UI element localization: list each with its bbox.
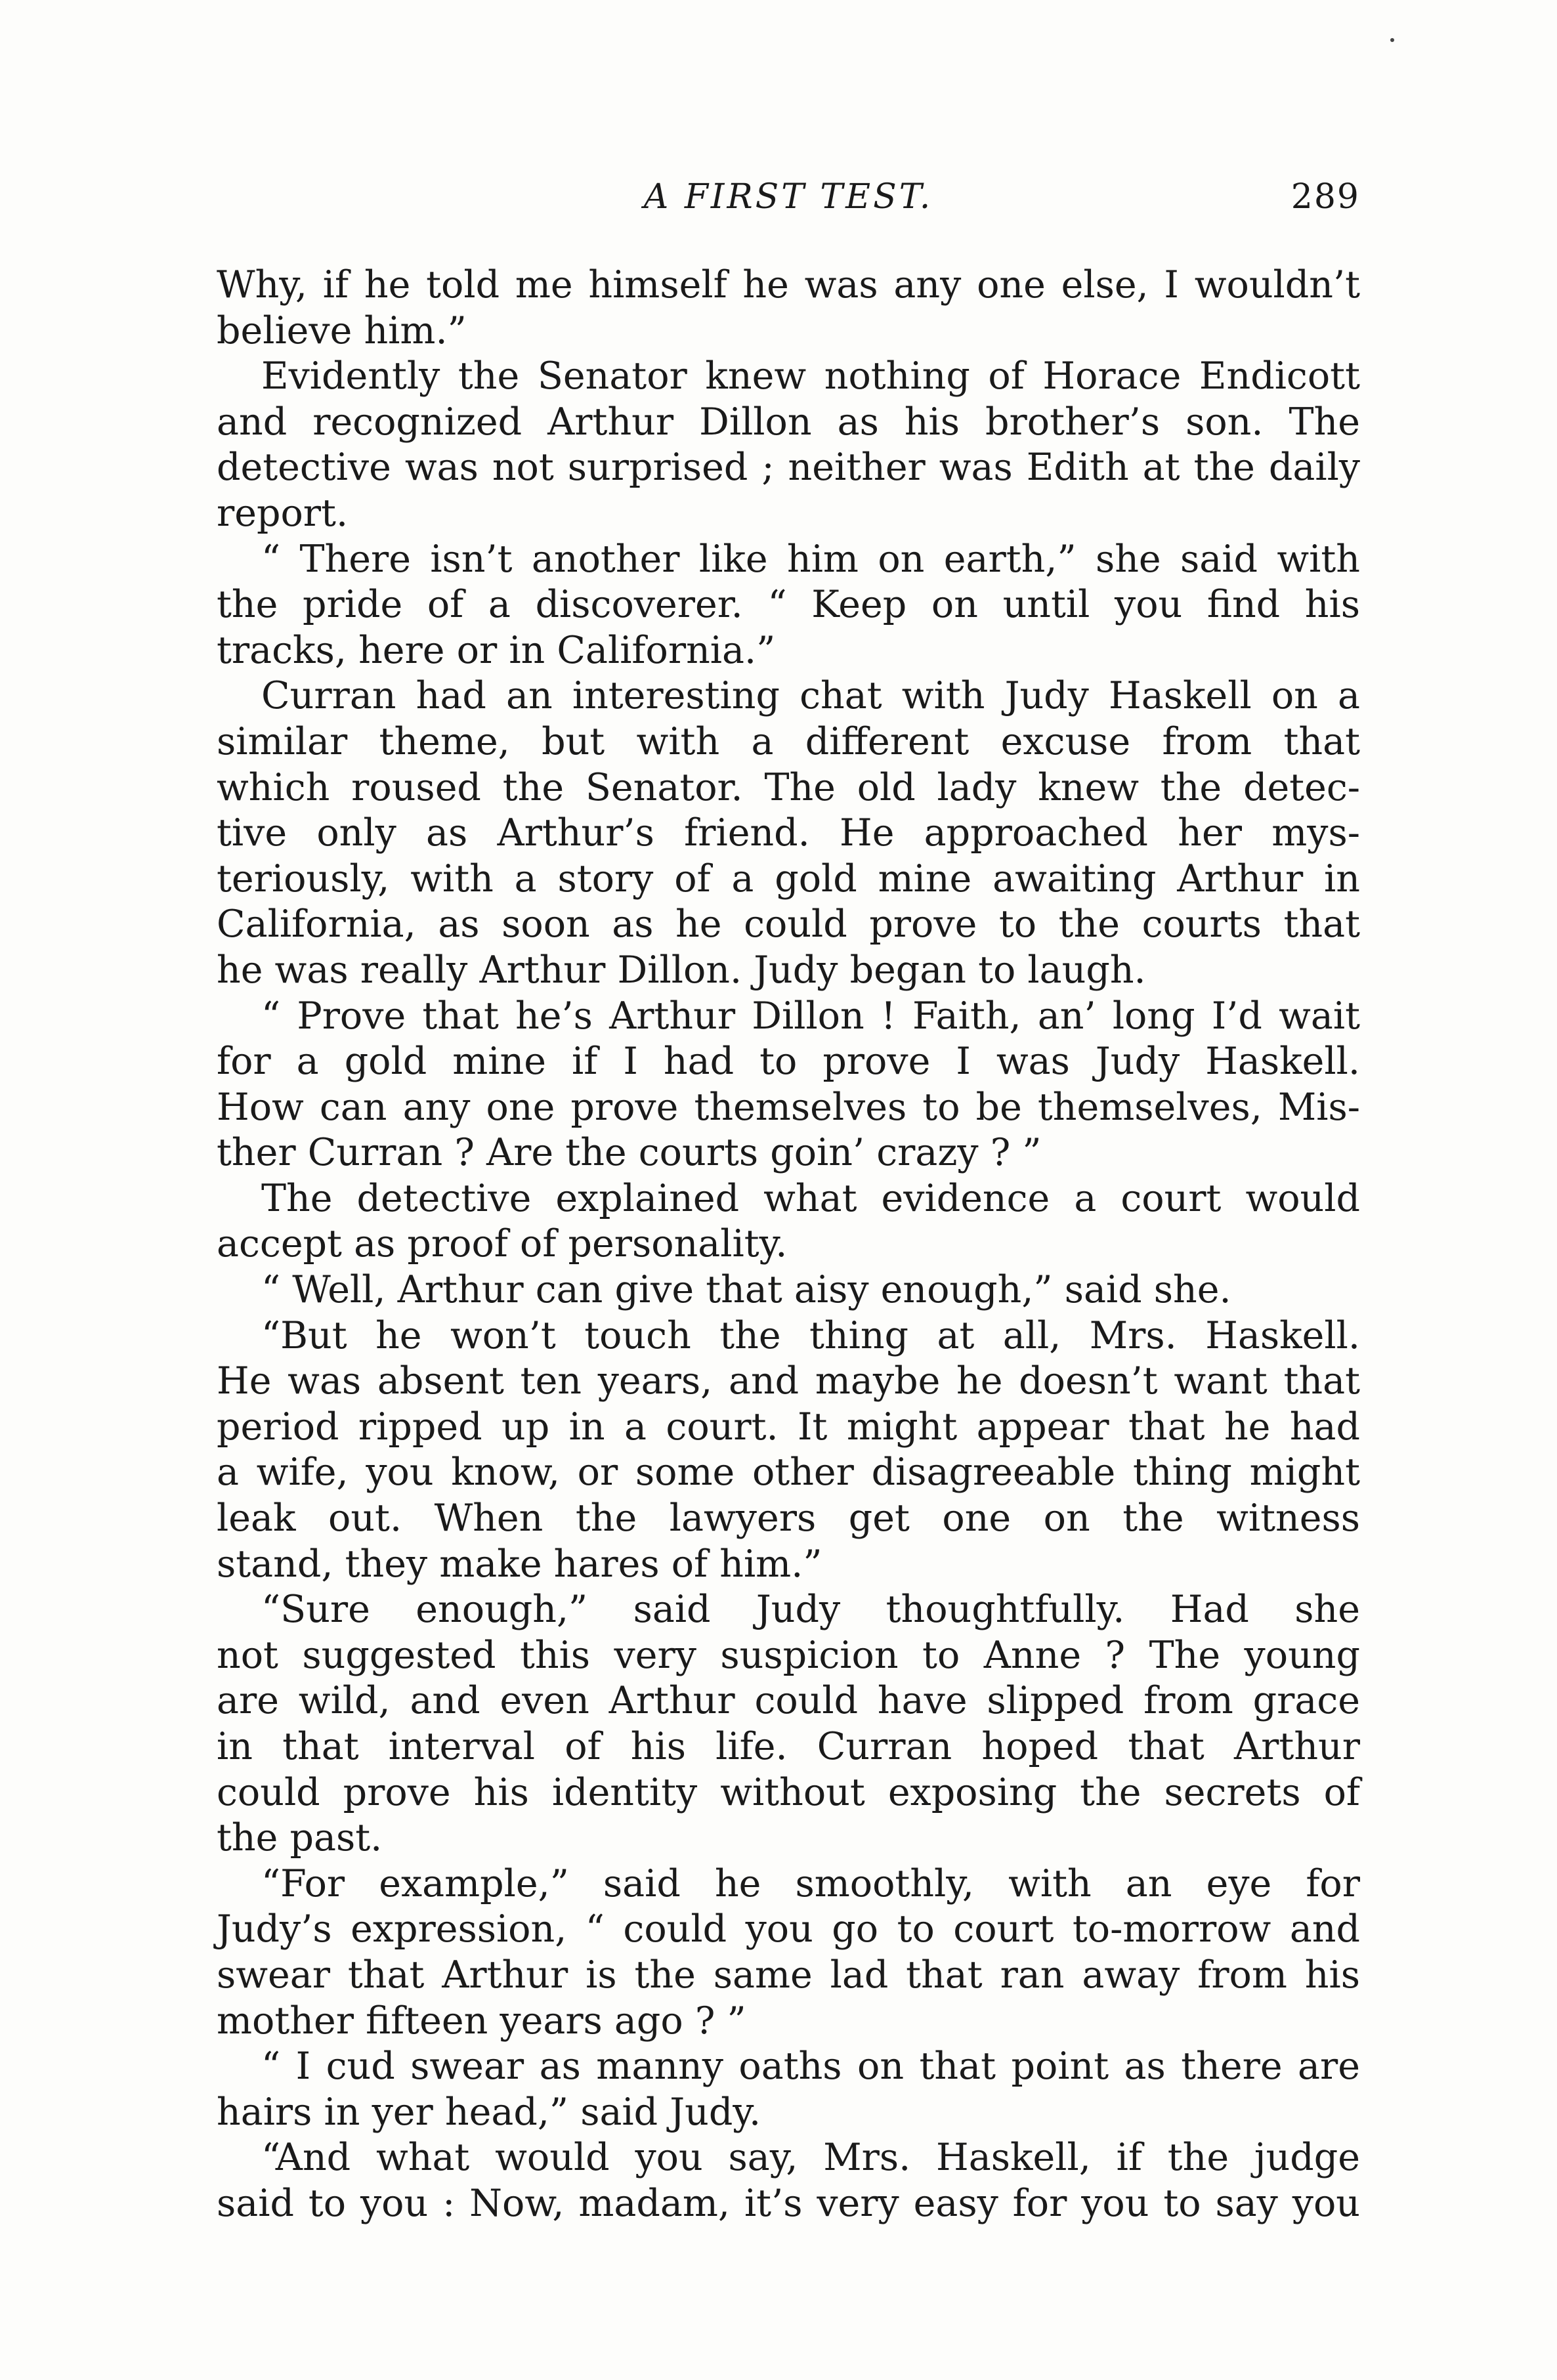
- text-line: similar theme, but with a different excuse from that: [217, 719, 1360, 763]
- text-line: tive only as Arthur’s friend. He approached her mys-: [217, 811, 1360, 855]
- text-line: report.: [217, 491, 349, 535]
- text-line: How can any one prove themselves to be themselves, Mis-: [217, 1085, 1360, 1129]
- text-line: swear that Arthur is the same lad that ran away from his: [217, 1953, 1360, 1997]
- text-line: leak out. When the lawyers get one on the witness: [217, 1497, 1360, 1541]
- text-line: hairs in yer head,” said Judy.: [217, 2090, 761, 2134]
- text-line: California, as soon as he could prove to the courts that: [217, 903, 1360, 946]
- text-line: “ Prove that he’s Arthur Dillon ! Faith, an’ long I’d wait: [261, 994, 1360, 1038]
- text-line: in that interval of his life. Curran hoped that Arthur: [217, 1725, 1360, 1768]
- page-header: [217, 177, 1360, 236]
- page-number: 289: [1290, 177, 1360, 217]
- text-line: for a gold mine if I had to prove I was Judy Haskell.: [217, 1040, 1360, 1084]
- text-line: “ I cud swear as manny oaths on that point as there are: [261, 2045, 1360, 2089]
- text-line: “And what would you say, Mrs. Haskell, if the judge: [261, 2136, 1360, 2180]
- text-line: believe him.”: [217, 308, 467, 352]
- text-line: “Sure enough,” said Judy thoughtfully. Had she: [261, 1588, 1360, 1632]
- body-text: [217, 263, 1360, 2227]
- text-line: are wild, and even Arthur could have slipped from grace: [217, 1679, 1360, 1723]
- text-line: a wife, you know, or some other disagreeable thing might: [217, 1451, 1360, 1495]
- running-title: A FIRST TEST.: [643, 177, 933, 217]
- text-line: could prove his identity without exposing the secrets of: [217, 1770, 1360, 1814]
- text-line: mother fifteen years ago ? ”: [217, 1999, 746, 2043]
- text-line: the pride of a discoverer. “ Keep on until you find his: [217, 583, 1360, 627]
- ink-speck: [1390, 38, 1394, 42]
- text-line: detective was not surprised ; neither was Edith at the daily: [217, 446, 1360, 490]
- text-line: “ Well, Arthur can give that aisy enough,” said she.: [261, 1268, 1231, 1312]
- text-line: said to you : Now, madam, it’s very easy for you to say you: [217, 2181, 1360, 2225]
- text-line: tracks, here or in California.”: [217, 628, 776, 672]
- text-line: and recognized Arthur Dillon as his brother’s son. The: [217, 400, 1360, 444]
- text-line: Curran had an interesting chat with Judy Haskell on a: [261, 674, 1360, 718]
- text-line: stand, they make hares of him.”: [217, 1542, 822, 1586]
- text-line: accept as proof of personality.: [217, 1222, 788, 1266]
- text-line: period ripped up in a court. It might appear that he had: [217, 1405, 1360, 1449]
- text-line: He was absent ten years, and maybe he doesn’t want that: [217, 1359, 1360, 1403]
- text-line: the past.: [217, 1816, 383, 1860]
- text-line: “ There isn’t another like him on earth,” she said with: [261, 537, 1360, 581]
- text-line: he was really Arthur Dillon. Judy began to laugh.: [217, 948, 1146, 992]
- text-line: The detective explained what evidence a court would: [261, 1176, 1360, 1220]
- text-line: “For example,” said he smoothly, with an eye for: [261, 1861, 1360, 1905]
- text-line: Evidently the Senator knew nothing of Horace Endicott: [261, 354, 1360, 398]
- text-line: not suggested this very suspicion to Anne ? The young: [217, 1633, 1360, 1677]
- text-line: Why, if he told me himself he was any one else, I wouldn’t: [217, 263, 1360, 307]
- text-line: teriously, with a story of a gold mine awaiting Arthur in: [217, 857, 1360, 901]
- text-line: Judy’s expression, “ could you go to court to-morrow and: [217, 1907, 1360, 1951]
- text-line: ther Curran ? Are the courts goin’ crazy ? ”: [217, 1131, 1042, 1175]
- text-line: which roused the Senator. The old lady knew the detec-: [217, 765, 1360, 809]
- text-line: “But he won’t touch the thing at all, Mrs. Haskell.: [261, 1313, 1360, 1357]
